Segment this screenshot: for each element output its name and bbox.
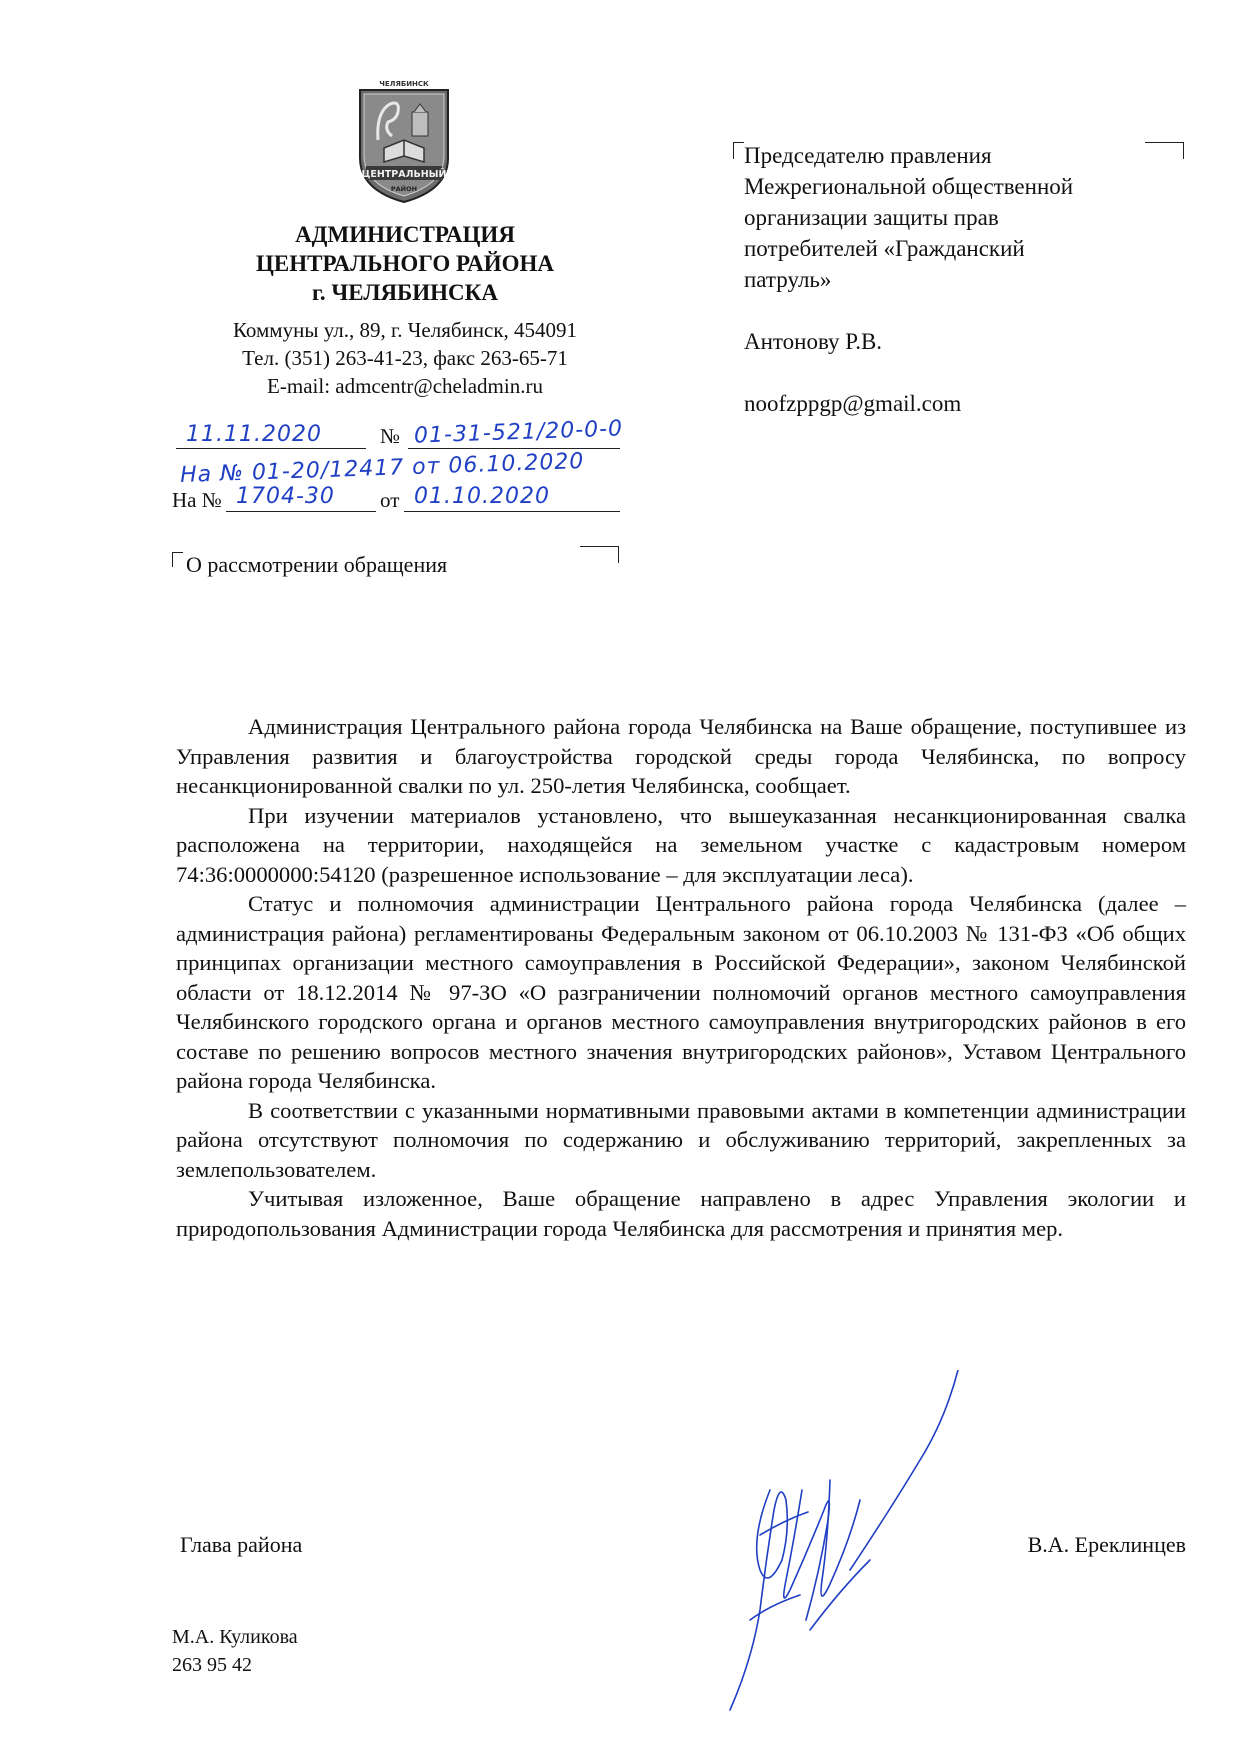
emblem-label-band: ЦЕНТРАЛЬНЫЙ [361, 169, 447, 180]
org-name-line1: АДМИНИСТРАЦИЯ [295, 222, 515, 247]
org-phone: Тел. (351) 263-41-23, факс 263-65-71 [242, 346, 568, 370]
addressee-line2: Межрегиональной общественной [744, 174, 1074, 199]
subject-bracket-right [580, 546, 619, 563]
body-paragraph-2: При изучении материалов установлено, что вышеуказанная несанкционированная свалка расположена на территории, находящейся на земельном участке с кадастровым номером 74:36:0000000:54120 (разрешенное использование – для эксплуатации леса). [176, 802, 1186, 887]
org-address: Коммуны ул., 89, г. Челябинск, 454091 [232, 318, 578, 342]
addressee-line1: Председателю правления [744, 143, 992, 168]
addressee-bracket-right [1145, 142, 1184, 159]
ref-number-label: На № [172, 488, 222, 512]
signatory-position: Глава района [180, 1532, 303, 1557]
addressee-line3: организации защиты прав [744, 205, 999, 230]
handwritten-signature [690, 1370, 990, 1720]
executor-phone: 263 95 42 [172, 1654, 252, 1676]
district-emblem [356, 78, 452, 206]
addressee-name: Антонову Р.В. [744, 329, 883, 354]
ref-number-underline [226, 511, 376, 512]
org-name-line3: г. ЧЕЛЯБИНСКА [312, 280, 498, 305]
emblem-label-bottom: РАЙОН [390, 185, 418, 193]
body-paragraph-3: Статус и полномочия администрации Центрального района города Челябинска (далее – администрация района) регламентированы Федеральным законом от 06.10.2003 № 131-ФЗ «Об общих принципах организации местного самоуправления в Российской Федерации», законом Челябинской области от 18.12.2014 № 97-ЗО «О разграничении полномочий органов местного самоуправления Челябинского городского органа и органов местного самоуправления внутригородских районов в его составе по решению вопросов местного значения внутригородских районов», Уставом Центрального района города Челябинска. [176, 891, 1186, 1093]
outgoing-date: 11.11.2020 [186, 422, 322, 447]
outgoing-number: 01-31-521/20-0-0 [413, 416, 624, 449]
subject-bracket-left [172, 552, 183, 567]
org-name-line2: ЦЕНТРАЛЬНОГО РАЙОНА [255, 251, 554, 276]
addressee-line5: патруль» [744, 267, 832, 292]
body-paragraph-5: Учитывая изложенное, Ваше обращение направлено в адрес Управления экологии и природопользования Администрации города Челябинска для рассмотрения и принятия мер. [176, 1186, 1186, 1241]
addressee-email: noofzppgp@gmail.com [744, 391, 962, 416]
ref-date-underline [404, 511, 620, 512]
signatory-name: В.А. Ереклинцев [1027, 1532, 1186, 1557]
emblem-label-top: ЧЕЛЯБИНСК [379, 80, 429, 88]
addressee-line4: потребителей «Гражданский [744, 236, 1025, 261]
ref-number: 1704-30 [236, 484, 335, 509]
executor-name: М.А. Куликова [172, 1626, 298, 1648]
org-email: E-mail: admcentr@cheladmin.ru [267, 374, 543, 398]
number-underline [408, 448, 620, 449]
body-paragraph-4: В соответствии с указанными нормативными правовыми актами в компетенции администрации района отсутствуют полномочия по содержанию и обслуживанию территорий, закрепленных за землепользователем. [176, 1097, 1186, 1182]
body-paragraph-1: Администрация Центрального района города Челябинска на Ваше обращение, поступившее из Управления развития и благоустройства городской среды города Челябинска, по вопросу несанкционированной свалки по ул. 250-летия Челябинска, сообщает. [176, 714, 1186, 798]
ref-date-label: от [380, 488, 400, 512]
letter-body [176, 712, 1186, 1243]
letter-subject: О рассмотрении обращения [186, 552, 448, 577]
ref-date: 01.10.2020 [414, 484, 550, 509]
addressee-bracket-left [733, 142, 744, 159]
date-underline [176, 448, 366, 449]
handwritten-reference: На № 01-20/12417 от 06.10.2020 [179, 448, 585, 489]
number-label: № [380, 424, 401, 448]
